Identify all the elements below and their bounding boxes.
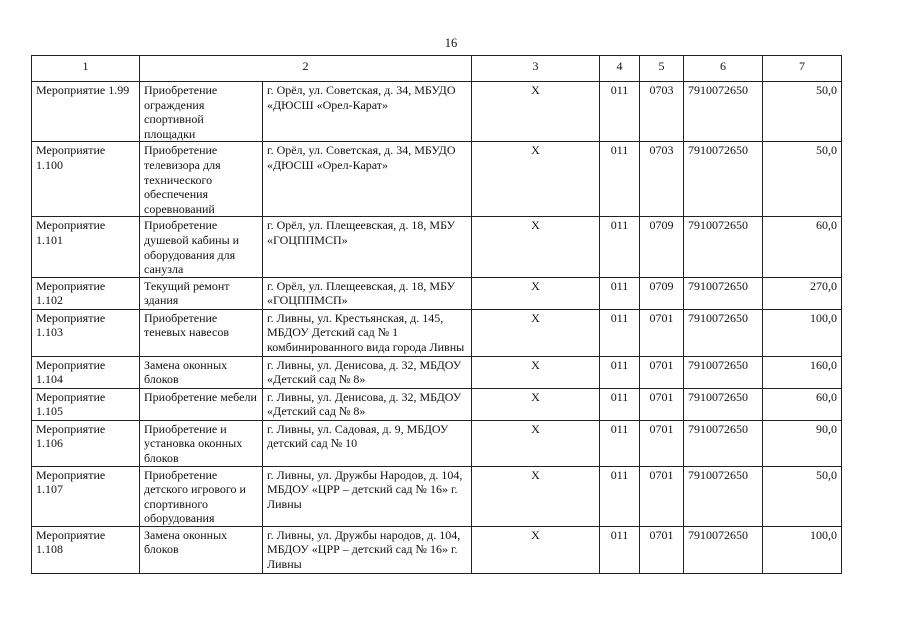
amount-cell: 100,0 [763, 526, 842, 573]
amount-cell: 160,0 [763, 356, 842, 388]
event-cell: Мероприятие 1.108 [32, 526, 140, 573]
amount-cell: 100,0 [763, 309, 842, 356]
col3-cell: X [472, 277, 600, 309]
column-header-2: 2 [140, 56, 472, 82]
col4-cell: 011 [600, 277, 640, 309]
description-cell: Приобретение ограждения спортивной площадки [140, 82, 263, 142]
col6-cell: 7910072650 [684, 388, 763, 420]
address-cell: г. Орёл, ул. Плещеевская, д. 18, МБУ «ГОЦППМСП» [263, 217, 472, 277]
amount-cell: 50,0 [763, 142, 842, 217]
table-header-row [32, 56, 842, 82]
col4-cell: 011 [600, 466, 640, 526]
event-cell: Мероприятие 1.102 [32, 277, 140, 309]
col5-cell: 0701 [640, 356, 684, 388]
amount-cell: 90,0 [763, 420, 842, 466]
col3-cell: X [472, 82, 600, 142]
column-header-4: 4 [600, 56, 640, 82]
col4-cell: 011 [600, 356, 640, 388]
col5-cell: 0703 [640, 142, 684, 217]
description-cell: Приобретение теневых навесов [140, 309, 263, 356]
page-number: 16 [444, 36, 458, 50]
col6-cell: 7910072650 [684, 217, 763, 277]
col3-cell: X [472, 309, 600, 356]
amount-cell: 50,0 [763, 82, 842, 142]
table-row [32, 526, 842, 573]
event-cell: Мероприятие 1.104 [32, 356, 140, 388]
amount-cell: 270,0 [763, 277, 842, 309]
event-cell: Мероприятие 1.107 [32, 466, 140, 526]
col3-cell: X [472, 466, 600, 526]
col5-cell: 0701 [640, 420, 684, 466]
col5-cell: 0701 [640, 388, 684, 420]
col6-cell: 7910072650 [684, 142, 763, 217]
address-cell: г. Ливны, ул. Крестьянская, д. 145, МБДОУ Детский сад № 1 комбинированного вида города Ливны [263, 309, 472, 356]
col5-cell: 0709 [640, 217, 684, 277]
description-cell: Замена оконных блоков [140, 526, 263, 573]
address-cell: г. Ливны, ул. Садовая, д. 9, МБДОУ детский сад № 10 [263, 420, 472, 466]
event-cell: Мероприятие 1.100 [32, 142, 140, 217]
col3-cell: X [472, 420, 600, 466]
column-header-3: 3 [472, 56, 600, 82]
amount-cell: 60,0 [763, 217, 842, 277]
col4-cell: 011 [600, 309, 640, 356]
column-header-6: 6 [684, 56, 763, 82]
event-cell: Мероприятие 1.101 [32, 217, 140, 277]
col4-cell: 011 [600, 420, 640, 466]
address-cell: г. Орёл, ул. Советская, д. 34, МБУДО «ДЮСШ «Орел-Карат» [263, 82, 472, 142]
col3-cell: X [472, 142, 600, 217]
col6-cell: 7910072650 [684, 82, 763, 142]
table-row [32, 217, 842, 277]
col4-cell: 011 [600, 526, 640, 573]
address-cell: г. Ливны, ул. Денисова, д. 32, МБДОУ «Детский сад № 8» [263, 356, 472, 388]
col3-cell: X [472, 526, 600, 573]
col6-cell: 7910072650 [684, 526, 763, 573]
col6-cell: 7910072650 [684, 309, 763, 356]
address-cell: г. Ливны, ул. Денисова, д. 32, МБДОУ «Детский сад № 8» [263, 388, 472, 420]
column-header-1: 1 [32, 56, 140, 82]
col4-cell: 011 [600, 217, 640, 277]
description-cell: Приобретение душевой кабины и оборудования для санузла [140, 217, 263, 277]
address-cell: г. Ливны, ул. Дружбы народов, д. 104, МБДОУ «ЦРР – детский сад № 16» г. Ливны [263, 526, 472, 573]
table-row [32, 142, 842, 217]
address-cell: г. Орёл, ул. Советская, д. 34, МБУДО «ДЮСШ «Орел-Карат» [263, 142, 472, 217]
col5-cell: 0701 [640, 526, 684, 573]
col3-cell: X [472, 388, 600, 420]
description-cell: Замена оконных блоков [140, 356, 263, 388]
table-row [32, 466, 842, 526]
table-row [32, 356, 842, 388]
col6-cell: 7910072650 [684, 466, 763, 526]
col3-cell: X [472, 217, 600, 277]
table-row [32, 82, 842, 142]
address-cell: г. Орёл, ул. Плещеевская, д. 18, МБУ «ГОЦППМСП» [263, 277, 472, 309]
description-cell: Приобретение телевизора для технического обеспечения соревнований [140, 142, 263, 217]
col5-cell: 0709 [640, 277, 684, 309]
col3-cell: X [472, 356, 600, 388]
col5-cell: 0701 [640, 309, 684, 356]
event-cell: Мероприятие 1.105 [32, 388, 140, 420]
description-cell: Приобретение детского игрового и спортивного оборудования [140, 466, 263, 526]
table-row [32, 388, 842, 420]
col6-cell: 7910072650 [684, 356, 763, 388]
col4-cell: 011 [600, 82, 640, 142]
description-cell: Приобретение и установка оконных блоков [140, 420, 263, 466]
col6-cell: 7910072650 [684, 277, 763, 309]
amount-cell: 50,0 [763, 466, 842, 526]
description-cell: Приобретение мебели [140, 388, 263, 420]
column-header-5: 5 [640, 56, 684, 82]
col4-cell: 011 [600, 388, 640, 420]
budget-table [31, 55, 842, 574]
col5-cell: 0703 [640, 82, 684, 142]
amount-cell: 60,0 [763, 388, 842, 420]
column-header-7: 7 [763, 56, 842, 82]
address-cell: г. Ливны, ул. Дружбы Народов, д. 104, МБДОУ «ЦРР – детский сад № 16» г. Ливны [263, 466, 472, 526]
event-cell: Мероприятие 1.106 [32, 420, 140, 466]
description-cell: Текущий ремонт здания [140, 277, 263, 309]
event-cell: Мероприятие 1.103 [32, 309, 140, 356]
table-row [32, 277, 842, 309]
event-cell: Мероприятие 1.99 [32, 82, 140, 142]
col6-cell: 7910072650 [684, 420, 763, 466]
col5-cell: 0701 [640, 466, 684, 526]
table-row [32, 420, 842, 466]
table-row [32, 309, 842, 356]
col4-cell: 011 [600, 142, 640, 217]
